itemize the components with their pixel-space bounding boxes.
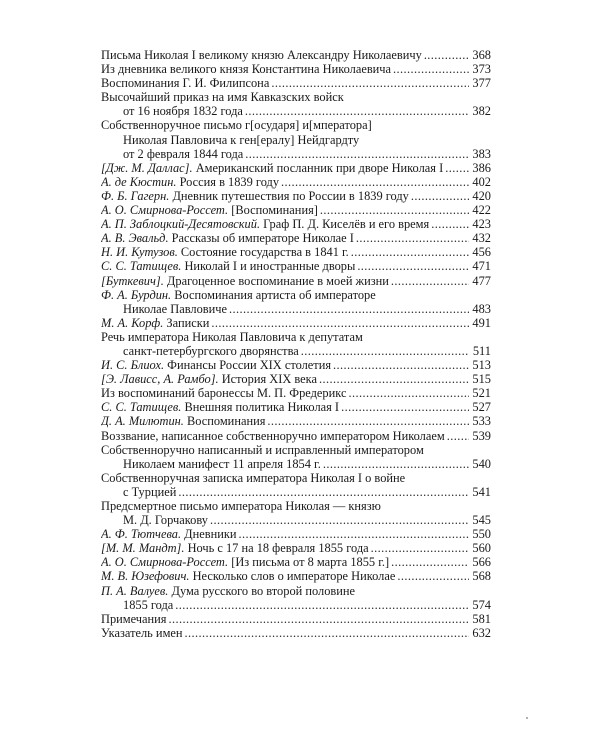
toc-entry-text	[123, 147, 243, 161]
toc-entry-text	[101, 203, 318, 217]
dot-leader	[357, 259, 469, 273]
dot-leader	[229, 302, 469, 316]
toc-entry-title: Драгоценное воспоминание в моей жизни	[163, 273, 389, 288]
toc-entry	[101, 231, 491, 245]
toc-entry	[101, 48, 491, 62]
toc-entry-text	[101, 386, 346, 400]
toc-entry-author: А. О. Смирнова-Россет.	[101, 203, 229, 218]
toc-entry-text	[101, 217, 429, 231]
toc-entry	[101, 316, 491, 330]
toc-entry	[101, 386, 491, 400]
toc-entry-title: Из дневника великого князя Константина Николаевича	[101, 62, 392, 77]
toc-entry-title: Высочайший приказ на имя Кавказских войск	[101, 90, 344, 105]
toc-entry-page-number: 422	[472, 203, 491, 218]
toc-entry-page-number: 574	[472, 597, 491, 612]
page-speck	[526, 717, 528, 719]
toc-entry-title: Внешняя политика Николая I	[181, 400, 340, 415]
toc-entry-author: [Буткевич].	[101, 273, 164, 288]
toc-entry-text	[101, 62, 391, 76]
toc-entry-text	[101, 245, 349, 259]
toc-entry-page-number: 483	[472, 301, 491, 316]
toc-entry-final-line	[101, 189, 491, 203]
toc-entry-text	[101, 48, 422, 62]
dot-leader	[239, 527, 469, 541]
toc-entry	[101, 471, 491, 499]
dot-leader	[351, 245, 469, 259]
toc-entry-author: Д. А. Милютин.	[101, 414, 184, 429]
toc-entry-author: А. В. Эвальд.	[101, 231, 169, 246]
toc-entry-page-number: 377	[472, 76, 491, 91]
toc-entry-text	[123, 485, 176, 499]
dot-leader	[371, 541, 469, 555]
toc-entry-author: М. В. Юзефович.	[101, 569, 190, 584]
toc-entry-text	[101, 161, 443, 175]
toc-entry-page-number: 533	[472, 414, 491, 429]
toc-entry-text	[123, 598, 173, 612]
toc-entry-final-line	[101, 104, 491, 118]
dot-leader	[341, 400, 469, 414]
toc-entry-title: Дума русского во второй половине	[168, 583, 356, 598]
toc-entry	[101, 274, 491, 288]
toc-entry-text	[101, 499, 381, 513]
toc-entry-title: 1855 года	[123, 597, 174, 612]
toc-entry-final-line	[101, 231, 491, 245]
toc-entry-final-line	[101, 302, 491, 316]
toc-entry-page-number: 566	[472, 555, 491, 570]
toc-entry-page-number: 568	[472, 569, 491, 584]
toc-entry	[101, 330, 491, 358]
toc-entry-final-line	[101, 245, 491, 259]
dot-leader	[356, 231, 469, 245]
toc-entry-title: санкт-петербургского дворянства	[123, 343, 299, 358]
toc-entry-final-line	[101, 429, 491, 443]
toc-entry-page-number: 420	[472, 188, 491, 203]
toc-entry-final-line	[101, 414, 491, 428]
toc-entry-text	[123, 133, 359, 147]
dot-leader	[245, 147, 469, 161]
toc-entry-page-number: 540	[472, 456, 491, 471]
toc-entry-author: А. О. Смирнова-Россет.	[101, 555, 229, 570]
toc-entry-final-line	[101, 400, 491, 414]
toc-entry-title: Николае Павловиче	[123, 301, 228, 316]
dot-leader	[245, 104, 469, 118]
toc-entry	[101, 429, 491, 443]
toc-entry	[101, 62, 491, 76]
dot-leader	[393, 62, 469, 76]
toc-entry-line	[101, 584, 491, 598]
toc-entry-text	[101, 358, 331, 372]
toc-entry	[101, 372, 491, 386]
toc-entry-author: И. С. Блиох.	[101, 358, 165, 373]
toc-entry-title: от 16 ноября 1832 года	[123, 104, 243, 119]
toc-entry-page-number: 539	[472, 428, 491, 443]
toc-entry-page-number: 386	[472, 160, 491, 175]
toc-entry-text	[101, 626, 183, 640]
toc-entry-text	[123, 104, 243, 118]
toc-entry-final-line	[101, 62, 491, 76]
toc-entry	[101, 288, 491, 316]
toc-entry-author: [Дж. М. Даллас].	[101, 160, 193, 175]
toc-entry-final-line	[101, 76, 491, 90]
toc-entry-page-number: 515	[472, 372, 491, 387]
toc-entry-title: Американский посланник при дворе Николая I	[192, 160, 444, 175]
toc-entry-text	[101, 288, 376, 302]
toc-entry-title: Собственноручно написанный и исправленный императором	[101, 442, 424, 457]
toc-entry	[101, 499, 491, 527]
toc-entry	[101, 189, 491, 203]
toc-entry-final-line	[101, 485, 491, 499]
toc-entry-text	[101, 274, 389, 288]
toc-entry-title: Воспоминания артиста об императоре	[171, 287, 376, 302]
toc-entry-title: Финансы России XIX столетия	[164, 358, 332, 373]
toc-entry-text	[101, 372, 317, 386]
toc-entry-title: Записки	[163, 315, 210, 330]
toc-entry-text	[101, 189, 409, 203]
toc-entry-text	[101, 231, 354, 245]
toc-entry-page-number: 368	[472, 48, 491, 62]
toc-entry-title: с Турцией	[123, 484, 177, 499]
dot-leader	[323, 457, 469, 471]
dot-leader	[281, 175, 469, 189]
toc-entry	[101, 203, 491, 217]
dot-leader	[431, 217, 469, 231]
toc-entry	[101, 555, 491, 569]
toc-entry	[101, 161, 491, 175]
toc-entry-line	[101, 133, 491, 147]
dot-leader	[447, 429, 469, 443]
toc-entry	[101, 612, 491, 626]
toc-entry-title: [Из письма от 8 марта 1855 г.]	[228, 555, 390, 570]
toc-entry-title: Ночь с 17 на 18 февраля 1855 года	[184, 541, 369, 556]
toc-entry-author: А. П. Заблоцкий-Десятовский.	[101, 217, 261, 232]
dot-leader	[301, 344, 469, 358]
toc-entry-title: Состояние государства в 1841 г.	[177, 245, 349, 260]
toc-entry-author: Ф. А. Бурдин.	[101, 287, 172, 302]
dot-leader	[319, 372, 469, 386]
toc-entry-text	[123, 302, 227, 316]
toc-entry-text	[101, 316, 209, 330]
toc-entry-title: Несколько слов о императоре Николае	[189, 569, 396, 584]
table-of-contents	[101, 48, 491, 640]
toc-entry-title: Рассказы об императоре Николае I	[168, 231, 354, 246]
toc-entry-final-line	[101, 175, 491, 189]
toc-entry-final-line	[101, 569, 491, 583]
toc-entry-title: Из воспоминаний баронессы М. П. Фредерикс	[101, 386, 347, 401]
toc-entry-final-line	[101, 386, 491, 400]
toc-entry-title: Дневник путешествия по России в 1839 году	[169, 188, 409, 203]
toc-entry-final-line	[101, 203, 491, 217]
toc-entry-page-number: 527	[472, 400, 491, 415]
toc-entry-title: Собственноручная записка императора Николая I о войне	[101, 470, 406, 485]
toc-entry-page-number: 545	[472, 513, 491, 528]
toc-entry-title: Письма Николая I великому князю Александру Николаевичу	[101, 48, 422, 62]
dot-leader	[210, 513, 469, 527]
toc-entry-page-number: 550	[472, 527, 491, 542]
toc-entry	[101, 217, 491, 231]
toc-entry-line	[101, 443, 491, 457]
toc-entry-final-line	[101, 217, 491, 231]
toc-entry-line	[101, 118, 491, 132]
toc-entry-page-number: 581	[472, 611, 491, 626]
toc-entry-text	[101, 400, 339, 414]
toc-entry-final-line	[101, 344, 491, 358]
toc-entry-text	[101, 76, 269, 90]
toc-entry-page-number: 382	[472, 104, 491, 119]
toc-entry-page-number: 491	[472, 315, 491, 330]
toc-entry	[101, 90, 491, 118]
toc-entry-final-line	[101, 372, 491, 386]
toc-entry-author: Н. И. Кутузов.	[101, 245, 178, 260]
toc-entry-title: Собственноручное письмо г[осударя] и[мператора]	[101, 118, 372, 133]
toc-entry-final-line	[101, 147, 491, 161]
toc-entry-text	[101, 555, 389, 569]
toc-entry-text	[101, 259, 355, 273]
toc-entry-final-line	[101, 612, 491, 626]
dot-leader	[178, 485, 469, 499]
dot-leader	[267, 414, 469, 428]
dot-leader	[175, 598, 469, 612]
dot-leader	[185, 626, 469, 640]
toc-entry-page-number: 521	[472, 386, 491, 401]
toc-entry	[101, 443, 491, 471]
dot-leader	[211, 316, 469, 330]
toc-entry-final-line	[101, 259, 491, 273]
toc-entry-author: П. А. Валуев.	[101, 583, 169, 598]
toc-entry-text	[123, 513, 208, 527]
toc-entry	[101, 76, 491, 90]
dot-leader	[333, 358, 469, 372]
toc-entry-title: от 2 февраля 1844 года	[123, 146, 244, 161]
toc-entry-author: С. С. Татищев.	[101, 400, 182, 415]
toc-entry-author: А. Ф. Тютчева.	[101, 527, 182, 542]
toc-entry-text	[123, 344, 299, 358]
toc-entry-title: Воспоминания	[183, 414, 266, 429]
dot-leader	[169, 612, 470, 626]
dot-leader	[397, 569, 469, 583]
toc-entry-page-number: 456	[472, 245, 491, 260]
toc-entry-final-line	[101, 316, 491, 330]
toc-entry-text	[101, 443, 424, 457]
toc-entry-title: Граф П. Д. Киселёв и его время	[260, 217, 430, 232]
toc-entry-title: Воспоминания Г. И. Филипсона	[101, 76, 270, 91]
toc-entry-final-line	[101, 598, 491, 612]
toc-entry-text	[101, 541, 369, 555]
toc-entry-final-line	[101, 48, 491, 62]
toc-entry-page-number: 513	[472, 358, 491, 373]
toc-entry-title: М. Д. Горчакову	[123, 513, 208, 528]
toc-entry-page-number: 432	[472, 231, 491, 246]
toc-entry-author: [М. М. Мандт].	[101, 541, 185, 556]
toc-entry-line	[101, 499, 491, 513]
toc-entry	[101, 541, 491, 555]
toc-entry-text	[101, 612, 167, 626]
toc-entry-final-line	[101, 541, 491, 555]
toc-entry-text	[101, 429, 445, 443]
toc-entry-text	[101, 584, 355, 598]
toc-entry-page-number: 541	[472, 484, 491, 499]
toc-entry-title: Речь императора Николая Павловича к депутатам	[101, 329, 363, 344]
toc-entry-text	[101, 118, 372, 132]
toc-entry-title: Предсмертное письмо императора Николая — князю	[101, 499, 381, 513]
toc-entry-author: М. А. Корф.	[101, 315, 164, 330]
toc-entry-text	[123, 457, 321, 471]
toc-entry-title: Николая Павловича к ген[ералу] Нейдгардту	[123, 132, 360, 147]
toc-entry-text	[101, 569, 395, 583]
toc-entry	[101, 414, 491, 428]
toc-entry-final-line	[101, 274, 491, 288]
dot-leader	[445, 161, 469, 175]
dot-leader	[411, 189, 469, 203]
toc-entry	[101, 527, 491, 541]
toc-entry-final-line	[101, 457, 491, 471]
toc-entry-line	[101, 288, 491, 302]
toc-entry-final-line	[101, 513, 491, 527]
toc-entry-title: Примечания	[101, 611, 167, 626]
dot-leader	[391, 555, 469, 569]
toc-entry-final-line	[101, 555, 491, 569]
toc-entry	[101, 259, 491, 273]
toc-entry-title: Николаем манифест 11 апреля 1854 г.	[123, 456, 321, 471]
toc-entry-final-line	[101, 161, 491, 175]
toc-entry-page-number: 511	[472, 343, 491, 358]
toc-entry-text	[101, 471, 405, 485]
toc-entry	[101, 358, 491, 372]
toc-entry-text	[101, 175, 279, 189]
toc-entry-text	[101, 330, 363, 344]
toc-entry-page-number: 373	[472, 62, 491, 77]
toc-entry-title: История XIX века	[218, 372, 317, 387]
toc-entry-line	[101, 90, 491, 104]
toc-entry-final-line	[101, 527, 491, 541]
toc-entry-page-number: 471	[472, 259, 491, 274]
dot-leader	[391, 274, 469, 288]
toc-entry	[101, 245, 491, 259]
toc-entry-author: Ф. Б. Гагерн.	[101, 188, 170, 203]
toc-entry-author: [Э. Лависс, А. Рамбо].	[101, 372, 219, 387]
toc-entry-author: А. де Кюстин.	[101, 174, 177, 189]
toc-entry-line	[101, 330, 491, 344]
dot-leader	[348, 386, 469, 400]
toc-entry-page-number: 632	[472, 625, 491, 640]
toc-entry-author: С. С. Татищев.	[101, 259, 182, 274]
toc-entry-page-number: 423	[472, 217, 491, 232]
toc-entry-page-number: 477	[472, 273, 491, 288]
dot-leader	[271, 76, 469, 90]
toc-entry-final-line	[101, 626, 491, 640]
toc-entry	[101, 400, 491, 414]
toc-entry-text	[101, 90, 344, 104]
toc-entry	[101, 118, 491, 160]
toc-entry-page-number: 402	[472, 174, 491, 189]
toc-entry	[101, 626, 491, 640]
toc-entry-title: [Воспоминания]	[228, 203, 318, 218]
dot-leader	[320, 203, 469, 217]
toc-entry-text	[101, 527, 237, 541]
dot-leader	[424, 48, 469, 62]
toc-entry-title: Дневники	[181, 527, 237, 542]
toc-entry-title: Россия в 1839 году	[176, 174, 280, 189]
toc-entry-title: Воззвание, написанное собственноручно императором Николаем	[101, 428, 445, 443]
toc-entry-line	[101, 471, 491, 485]
toc-entry-page-number: 383	[472, 146, 491, 161]
toc-entry	[101, 569, 491, 583]
toc-entry	[101, 175, 491, 189]
toc-entry-title: Николай I и иностранные дворы	[181, 259, 356, 274]
toc-entry-text	[101, 414, 265, 428]
toc-entry-title: Указатель имен	[101, 625, 183, 640]
toc-entry-page-number: 560	[472, 541, 491, 556]
toc-entry	[101, 584, 491, 612]
toc-entry-final-line	[101, 358, 491, 372]
